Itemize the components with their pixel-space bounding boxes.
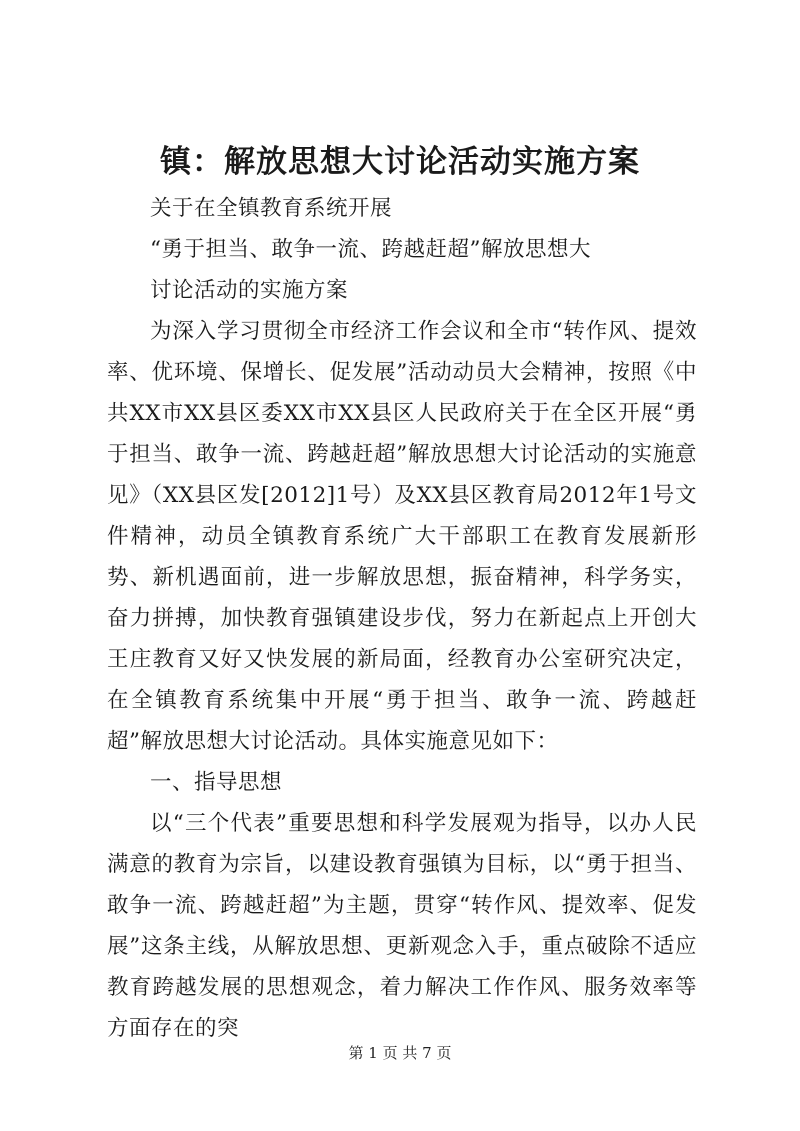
paragraph-guiding-ideology: 以“三个代表”重要思想和科学发展观为指导，以办人民满意的教育为宗旨，以建设教育强镇为目标，以“勇于担当、敢争一流、跨越赶超”为主题，贯穿“转作风、提效率、促发展”这条主线，从解放思想、更新观念入手，重点破除不适应教育跨越发展的思想观念，着力解决工作作风、服务效率等方面存在的突	[107, 811, 697, 1041]
section-heading-guiding-ideology: 一、指导思想	[150, 770, 283, 795]
document-title: 镇：解放思想大讨论活动实施方案	[160, 144, 640, 180]
paragraph-subtitle-line-1: 关于在全镇教育系统开展	[150, 196, 393, 221]
paragraph-subtitle-line-3: 讨论活动的实施方案	[150, 278, 349, 303]
paragraph-subtitle-line-2: “勇于担当、敢争一流、跨越赶超”解放思想大	[150, 237, 591, 262]
paragraph-intro: 为深入学习贯彻全市经济工作会议和全市“转作风、提效率、优环境、保增长、促发展”活动动员大会精神，按照《中共XX市XX县区委XX市XX县区人民政府关于在全区开展“勇于担当、敢争一流、跨越赶超”解放思想大讨论活动的实施意见》（XX县区发[2012]1号）及XX县区教育局2012年1号文件精神，动员全镇教育系统广大干部职工在教育发展新形势、新机遇面前，进一步解放思想，振奋精神，科学务实，奋力拼搏，加快教育强镇建设步伐，努力在新起点上开创大王庄教育又好又快发展的新局面，经教育办公室研究决定，在全镇教育系统集中开展“勇于担当、敢争一流、跨越赶超”解放思想大讨论活动。具体实施意见如下：	[107, 319, 697, 754]
document-body	[107, 188, 697, 1049]
page-footer: 第 1 页 共 7 页	[348, 1044, 452, 1062]
